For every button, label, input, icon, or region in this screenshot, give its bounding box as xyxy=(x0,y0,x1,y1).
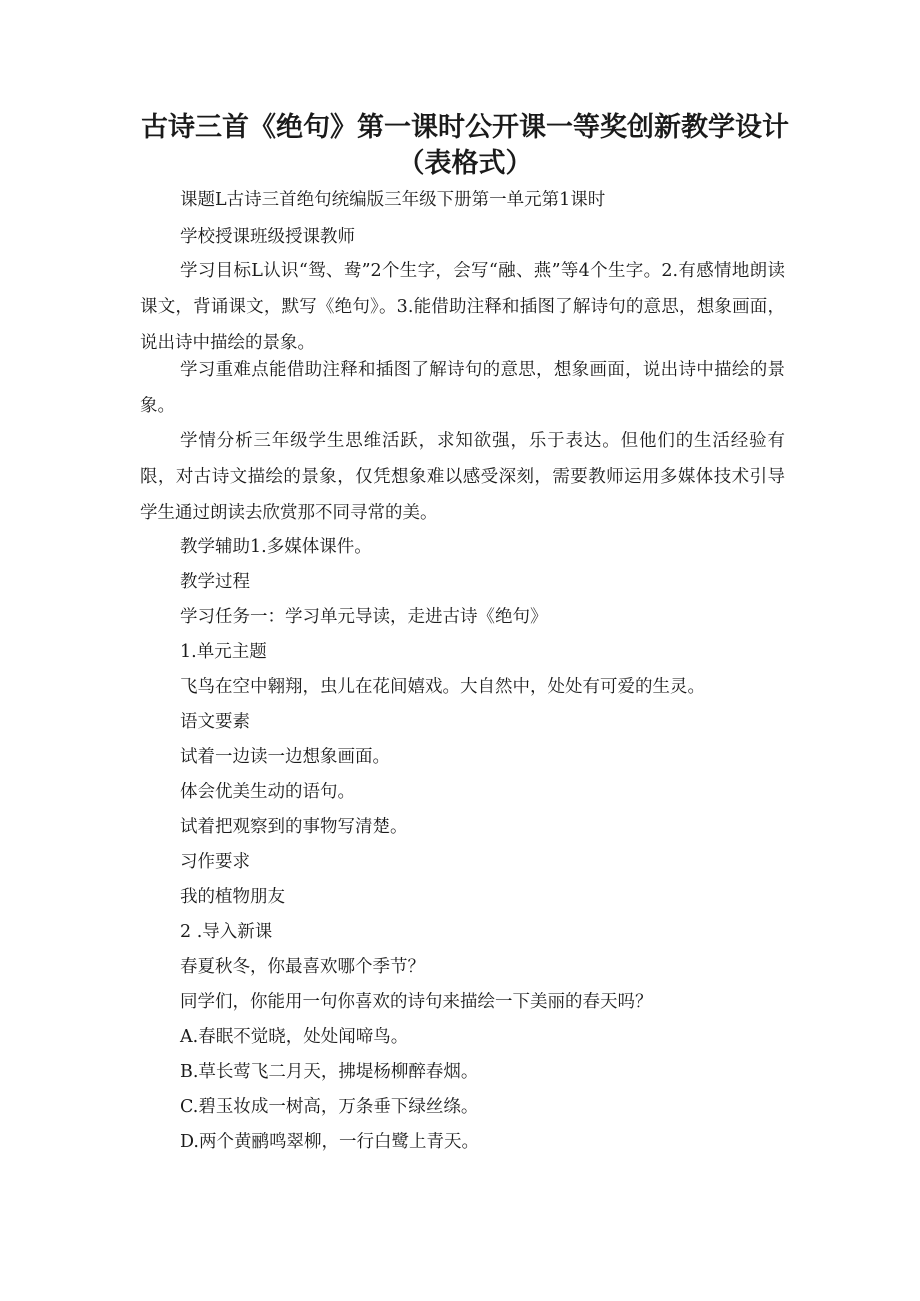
goals-paragraph: 学习目标L认识“鸳、鸯”2个生字，会写“融、燕”等4个生字。2.有感情地朗读课文，背诵课文，默写《绝句》。3.能借助注释和插图了解诗句的意思，想象画面，说出诗中描绘的景象。 xyxy=(140,261,785,353)
option-a: A.春眠不觉晓，处处闻啼鸟。 xyxy=(180,1027,409,1047)
element-3: 试着把观察到的事物写清楚。 xyxy=(180,817,408,837)
aids-line: 教学辅助1.多媒体课件。 xyxy=(180,537,372,557)
theme-text: 飞鸟在空中翱翔，虫儿在花间嬉戏。大自然中，处处有可爱的生灵。 xyxy=(180,677,705,697)
question-2: 同学们，你能用一句你喜欢的诗句来描绘一下美丽的春天吗？ xyxy=(180,992,653,1012)
key-points-paragraph: 学习重难点能借助注释和插图了解诗句的意思，想象画面，说出诗中描绘的景象。 xyxy=(140,360,785,416)
element-1: 试着一边读一边想象画面。 xyxy=(180,747,390,767)
intro-heading: 2 .导入新课 xyxy=(180,922,273,942)
option-c: C.碧玉妆成一树高，万条垂下绿丝绦。 xyxy=(180,1097,479,1117)
writing-req-heading: 习作要求 xyxy=(180,852,250,872)
question-1: 春夏秋冬，你最喜欢哪个季节？ xyxy=(180,957,425,977)
option-b: B.草长莺飞二月天，拂堤杨柳醉春烟。 xyxy=(180,1062,479,1082)
course-line: 课题L古诗三首绝句统编版三年级下册第一单元第1课时 xyxy=(180,190,606,210)
title-line-2: （表格式） xyxy=(397,148,533,179)
unit-theme-heading: 1.单元主题 xyxy=(180,642,267,662)
title-line-1: 古诗三首《绝句》第一课时公开课一等奖创新教学设计 xyxy=(141,112,789,143)
analysis-paragraph: 学情分析三年级学生思维活跃，求知欲强，乐于表达。但他们的生活经验有限，对古诗文描绘的景象，仅凭想象难以感受深刻，需要教师运用多媒体技术引导学生通过朗读去欣赏那不同寻常的美。 xyxy=(140,431,785,523)
school-line: 学校授课班级授课教师 xyxy=(180,227,355,247)
document-title xyxy=(140,110,790,182)
process-heading: 教学过程 xyxy=(180,572,250,592)
task1-heading: 学习任务一：学习单元导读，走进古诗《绝句》 xyxy=(180,607,548,627)
option-d: D.两个黄鹂鸣翠柳，一行白鹭上青天。 xyxy=(180,1132,479,1152)
element-2: 体会优美生动的语句。 xyxy=(180,782,355,802)
writing-text: 我的植物朋友 xyxy=(180,887,285,907)
chinese-elements-heading: 语文要素 xyxy=(180,712,250,732)
